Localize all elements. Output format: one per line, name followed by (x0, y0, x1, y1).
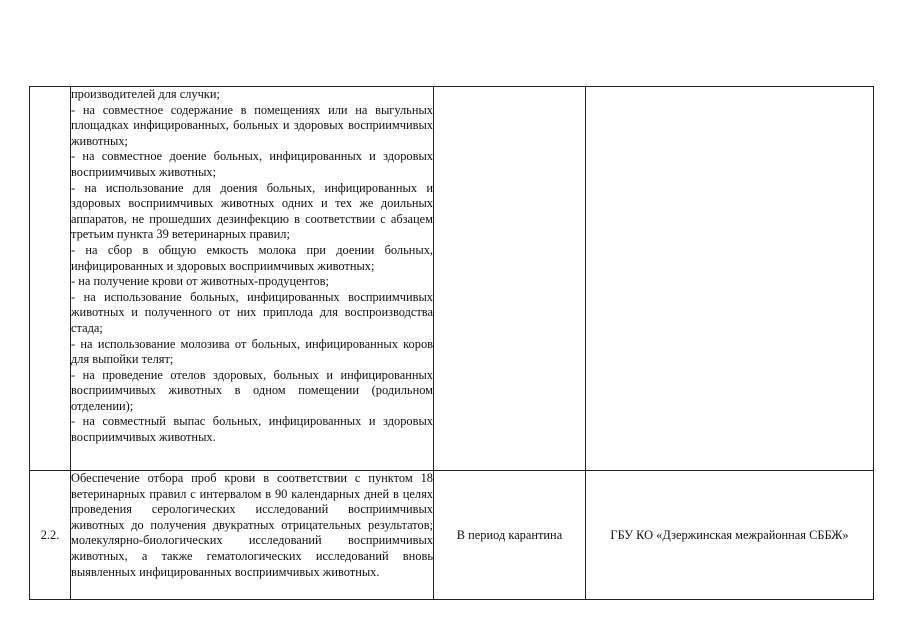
paragraph: - на использование больных, инфицированных восприимчивых животных и полученного от них приплода для воспроизводства стада; (71, 289, 433, 335)
measures-table (29, 86, 874, 600)
paragraph: - на сбор в общую емкость молока при доении больных, инфицированных и здоровых восприимчивых животных; (71, 242, 433, 273)
paragraph: - на использование для доения больных, инфицированных и здоровых восприимчивых животных одних и тех же доильных аппаратов, не прошедших дезинфекцию в соответствии с абзацем третьим пункта 39 ветеринарных правил; (71, 180, 433, 242)
paragraph: - на проведение отелов здоровых, больных и инфицированных восприимчивых животных в одном помещении (родильном отделении); (71, 367, 433, 413)
measure-description (71, 471, 434, 600)
row-number: 2.2. (30, 471, 71, 600)
responsible-cell: ГБУ КО «Дзержинская межрайонная СББЖ» (586, 471, 874, 600)
paragraph: - на совместное доение больных, инфицированных и здоровых восприимчивых животных; (71, 149, 433, 179)
paragraph: - на совместный выпас больных, инфицированных и здоровых восприимчивых животных. (71, 414, 433, 445)
paragraph: - на получение крови от животных-продуцентов; (71, 274, 329, 289)
table-row (30, 87, 874, 471)
paragraph: производителей для случки; (71, 87, 220, 101)
table-row (30, 471, 874, 600)
measure-description (71, 87, 434, 471)
period-cell (434, 87, 586, 471)
period-cell: В период карантина (434, 471, 586, 600)
responsible-cell (586, 87, 874, 471)
paragraph: - на использование молозива от больных, инфицированных коров для выпойки телят; (71, 336, 433, 367)
paragraph: - на совместное содержание в помещениях или на выгульных площадках инфицированных, больных и здоровых восприимчивых животных; (71, 102, 433, 148)
row-number (30, 87, 71, 471)
paragraph: Обеспечение отбора проб крови в соответствии с пунктом 18 ветеринарных правил с интервалом в 90 календарных дней в целях проведения серологических исследований восприимчивых животных до получения двукратных отрицательных результатов; молекулярно-биологических исследований восприимчивых животных, а также гематологических исследований вновь выявленных инфицированных восприимчивых животных. (71, 471, 433, 579)
